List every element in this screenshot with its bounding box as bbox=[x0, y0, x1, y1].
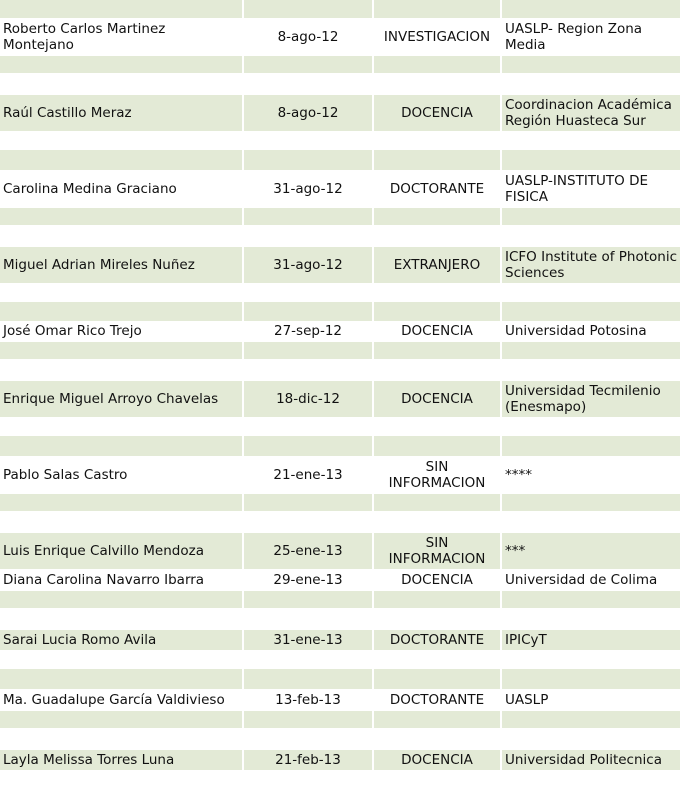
cell-date bbox=[243, 341, 373, 359]
cell-institution: IPICyT bbox=[501, 629, 680, 650]
cell-category bbox=[373, 341, 501, 359]
cell-category bbox=[373, 73, 501, 94]
cell-institution bbox=[501, 55, 680, 73]
cell-date bbox=[243, 511, 373, 532]
cell-category bbox=[373, 149, 501, 170]
spacer-row bbox=[0, 435, 680, 456]
cell-category: SIN INFORMACION bbox=[373, 456, 501, 493]
cell-institution: *** bbox=[501, 532, 680, 569]
cell-name bbox=[0, 650, 243, 668]
cell-institution bbox=[501, 225, 680, 246]
cell-date bbox=[243, 73, 373, 94]
table-row bbox=[0, 170, 680, 207]
cell-institution: **** bbox=[501, 456, 680, 493]
cell-institution: Coordinacion Académica Región Huasteca Sur bbox=[501, 94, 680, 131]
cell-name: Raúl Castillo Meraz bbox=[0, 94, 243, 131]
cell-category: INVESTIGACION bbox=[373, 18, 501, 55]
cell-institution: UASLP-INSTITUTO DE FISICA bbox=[501, 170, 680, 207]
cell-category: DOCTORANTE bbox=[373, 689, 501, 710]
cell-date: 25-ene-13 bbox=[243, 532, 373, 569]
cell-name bbox=[0, 131, 243, 149]
cell-category: SIN INFORMACION bbox=[373, 532, 501, 569]
cell-institution bbox=[501, 493, 680, 511]
cell-institution bbox=[501, 73, 680, 94]
cell-category bbox=[373, 770, 501, 788]
cell-category bbox=[373, 359, 501, 380]
cell-institution bbox=[501, 511, 680, 532]
cell-name bbox=[0, 207, 243, 225]
spacer-row bbox=[0, 283, 680, 301]
cell-name: Carolina Medina Graciano bbox=[0, 170, 243, 207]
cell-category: EXTRANJERO bbox=[373, 246, 501, 283]
cell-institution bbox=[501, 207, 680, 225]
cell-category: DOCENCIA bbox=[373, 94, 501, 131]
spacer-row bbox=[0, 341, 680, 359]
cell-date bbox=[243, 650, 373, 668]
cell-category bbox=[373, 608, 501, 629]
cell-name bbox=[0, 435, 243, 456]
cell-institution bbox=[501, 435, 680, 456]
spacer-row bbox=[0, 359, 680, 380]
cell-category bbox=[373, 435, 501, 456]
cell-category: DOCTORANTE bbox=[373, 170, 501, 207]
cell-date bbox=[243, 55, 373, 73]
cell-institution bbox=[501, 131, 680, 149]
cell-name: Miguel Adrian Mireles Nuñez bbox=[0, 246, 243, 283]
cell-category bbox=[373, 55, 501, 73]
cell-category bbox=[373, 710, 501, 728]
cell-date bbox=[243, 225, 373, 246]
cell-name bbox=[0, 73, 243, 94]
cell-category: DOCENCIA bbox=[373, 749, 501, 770]
cell-category: DOCTORANTE bbox=[373, 629, 501, 650]
cell-name bbox=[0, 511, 243, 532]
cell-date: 27-sep-12 bbox=[243, 321, 373, 341]
table-row bbox=[0, 321, 680, 341]
cell-institution bbox=[501, 283, 680, 301]
cell-name bbox=[0, 493, 243, 511]
cell-category bbox=[373, 728, 501, 749]
cell-name bbox=[0, 359, 243, 380]
spacer-row bbox=[0, 417, 680, 435]
cell-name bbox=[0, 55, 243, 73]
cell-date: 29-ene-13 bbox=[243, 569, 373, 590]
cell-category: DOCENCIA bbox=[373, 321, 501, 341]
spacer-row bbox=[0, 55, 680, 73]
cell-name: Pablo Salas Castro bbox=[0, 456, 243, 493]
cell-name: José Omar Rico Trejo bbox=[0, 321, 243, 341]
table-row bbox=[0, 569, 680, 590]
cell-date bbox=[243, 435, 373, 456]
cell-name bbox=[0, 149, 243, 170]
cell-category bbox=[373, 668, 501, 689]
cell-institution: UASLP bbox=[501, 689, 680, 710]
cell-name bbox=[0, 417, 243, 435]
cell-name: Roberto Carlos Martinez Montejano bbox=[0, 18, 243, 55]
cell-institution bbox=[501, 590, 680, 608]
cell-date bbox=[243, 301, 373, 321]
cell-category bbox=[373, 650, 501, 668]
cell-category bbox=[373, 283, 501, 301]
cell-date bbox=[243, 728, 373, 749]
spacer-row bbox=[0, 728, 680, 749]
cell-date: 31-ago-12 bbox=[243, 170, 373, 207]
table-row bbox=[0, 689, 680, 710]
cell-name: Luis Enrique Calvillo Mendoza bbox=[0, 532, 243, 569]
cell-date bbox=[243, 590, 373, 608]
spacer-row bbox=[0, 511, 680, 532]
cell-category bbox=[373, 590, 501, 608]
cell-date bbox=[243, 0, 373, 18]
cell-name bbox=[0, 0, 243, 18]
spacer-row bbox=[0, 650, 680, 668]
spacer-row bbox=[0, 73, 680, 94]
cell-name bbox=[0, 608, 243, 629]
table-row bbox=[0, 246, 680, 283]
cell-name bbox=[0, 728, 243, 749]
table-row bbox=[0, 94, 680, 131]
spacer-row bbox=[0, 770, 680, 788]
cell-name: Ma. Guadalupe García Valdivieso bbox=[0, 689, 243, 710]
spacer-row bbox=[0, 668, 680, 689]
cell-institution bbox=[501, 341, 680, 359]
cell-category bbox=[373, 131, 501, 149]
table-row bbox=[0, 18, 680, 55]
cell-date: 31-ene-13 bbox=[243, 629, 373, 650]
cell-institution bbox=[501, 668, 680, 689]
cell-name: Enrique Miguel Arroyo Chavelas bbox=[0, 380, 243, 417]
cell-date bbox=[243, 283, 373, 301]
cell-name: Diana Carolina Navarro Ibarra bbox=[0, 569, 243, 590]
cell-name: Layla Melissa Torres Luna bbox=[0, 749, 243, 770]
cell-category bbox=[373, 207, 501, 225]
cell-institution bbox=[501, 728, 680, 749]
spacer-row bbox=[0, 225, 680, 246]
table-row bbox=[0, 749, 680, 770]
cell-date: 8-ago-12 bbox=[243, 94, 373, 131]
cell-name bbox=[0, 590, 243, 608]
cell-name bbox=[0, 225, 243, 246]
cell-category bbox=[373, 0, 501, 18]
cell-institution bbox=[501, 710, 680, 728]
cell-institution bbox=[501, 149, 680, 170]
table-row bbox=[0, 629, 680, 650]
cell-date bbox=[243, 710, 373, 728]
table-row bbox=[0, 456, 680, 493]
cell-institution bbox=[501, 417, 680, 435]
cell-category bbox=[373, 417, 501, 435]
cell-institution: ICFO Institute of Photonic Sciences bbox=[501, 246, 680, 283]
cell-category bbox=[373, 493, 501, 511]
cell-name bbox=[0, 710, 243, 728]
cell-date: 8-ago-12 bbox=[243, 18, 373, 55]
cell-name bbox=[0, 283, 243, 301]
cell-name bbox=[0, 668, 243, 689]
cell-name: Sarai Lucia Romo Avila bbox=[0, 629, 243, 650]
cell-date: 21-ene-13 bbox=[243, 456, 373, 493]
table-row bbox=[0, 380, 680, 417]
cell-name bbox=[0, 341, 243, 359]
cell-institution bbox=[501, 650, 680, 668]
cell-date bbox=[243, 359, 373, 380]
spacer-row bbox=[0, 301, 680, 321]
spacer-row bbox=[0, 493, 680, 511]
cell-institution bbox=[501, 608, 680, 629]
table-row bbox=[0, 532, 680, 569]
spacer-row bbox=[0, 207, 680, 225]
spacer-row bbox=[0, 131, 680, 149]
cell-institution: Universidad Potosina bbox=[501, 321, 680, 341]
cell-category bbox=[373, 511, 501, 532]
cell-category bbox=[373, 225, 501, 246]
spacer-row bbox=[0, 608, 680, 629]
cell-date: 21-feb-13 bbox=[243, 749, 373, 770]
spacer-row bbox=[0, 0, 680, 18]
cell-institution bbox=[501, 359, 680, 380]
cell-name bbox=[0, 770, 243, 788]
cell-institution: Universidad Politecnica bbox=[501, 749, 680, 770]
cell-date bbox=[243, 131, 373, 149]
cell-institution bbox=[501, 301, 680, 321]
cell-date bbox=[243, 493, 373, 511]
cell-date bbox=[243, 608, 373, 629]
cell-date: 31-ago-12 bbox=[243, 246, 373, 283]
cell-date bbox=[243, 417, 373, 435]
cell-date: 13-feb-13 bbox=[243, 689, 373, 710]
cell-date bbox=[243, 770, 373, 788]
cell-category: DOCENCIA bbox=[373, 380, 501, 417]
cell-date: 18-dic-12 bbox=[243, 380, 373, 417]
spacer-row bbox=[0, 590, 680, 608]
cell-name bbox=[0, 301, 243, 321]
cell-institution: Universidad de Colima bbox=[501, 569, 680, 590]
cell-institution: UASLP- Region Zona Media bbox=[501, 18, 680, 55]
cell-institution bbox=[501, 0, 680, 18]
cell-institution bbox=[501, 770, 680, 788]
cell-date bbox=[243, 149, 373, 170]
cell-category bbox=[373, 301, 501, 321]
spacer-row bbox=[0, 710, 680, 728]
cell-category: DOCENCIA bbox=[373, 569, 501, 590]
spacer-row bbox=[0, 149, 680, 170]
cell-date bbox=[243, 207, 373, 225]
cell-date bbox=[243, 668, 373, 689]
cell-institution: Universidad Tecmilenio (Enesmapo) bbox=[501, 380, 680, 417]
